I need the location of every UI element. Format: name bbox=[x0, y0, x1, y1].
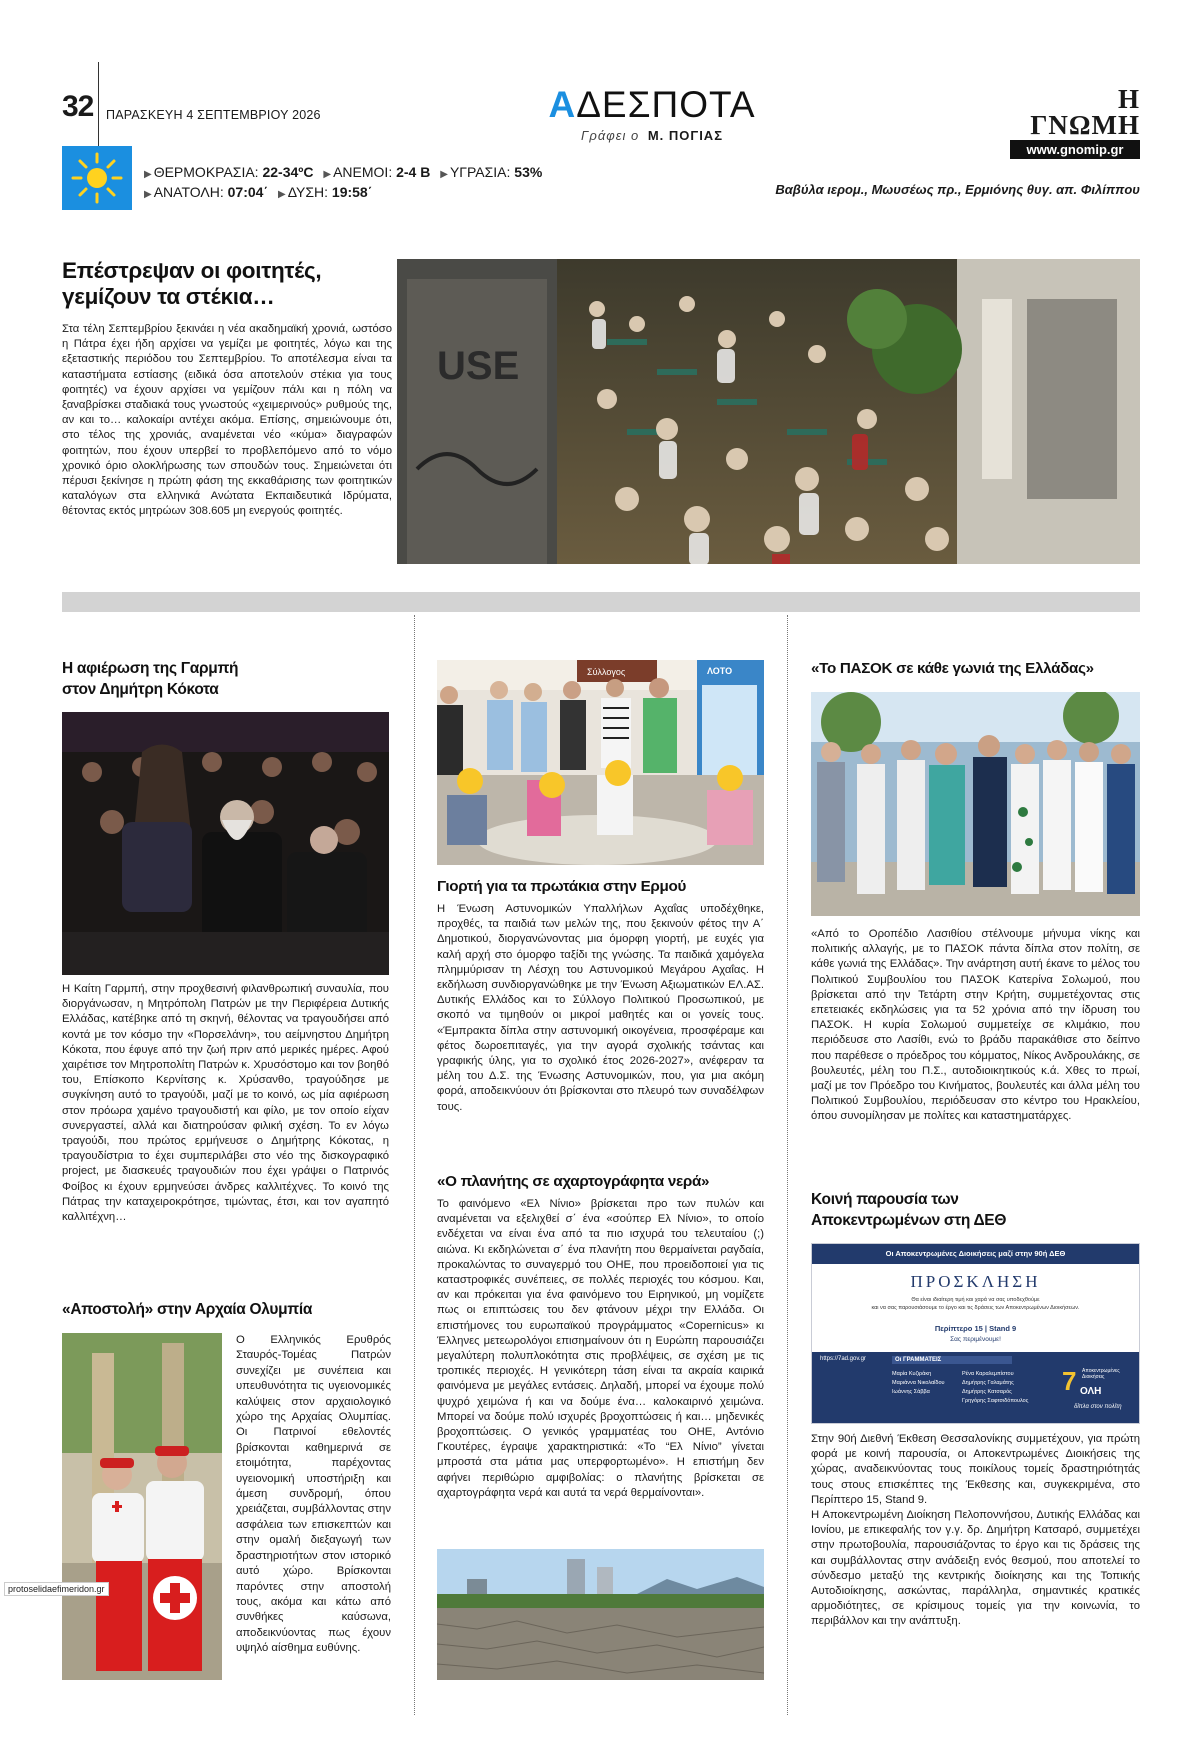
invite-sub1: Θα είναι ιδιαίτερη τιμή και χαρά να σας υποδεχθούμε bbox=[911, 1297, 1040, 1303]
pasok-body: «Από το Οροπέδιο Λασιθίου στέλνουμε μήνυμα νίκης και πολιτικής αλλαγής, με το ΠΑΣΟΚ πάντα δίπλα στον πολίτη, σε κάθε γωνιά της Ελλάδας». Την ανάρτηση αυτή έκανε το μέλος του Πολιτικού Συμβουλίου του ΠΑΣΟΚ Κατερίνα Σολωμού, που βρίσκεται από την Τετάρτη στην Κρήτη, συμμετέχοντας στις επετειακές εκδηλώσεις για τα 52 χρόνια από την ίδρυση του ΠΑΣΟΚ. Η κυρία Σολωμού συμμετείχε σε κλιμάκιο, που περιόδευσε στο Λασίθι, ενώ το βράδυ παρακάθισε στο δείπνο που παρέθεσε ο πρόεδρος του κόμματος, Νίκος Ανδρουλάκης, σε βουλευτές, μέλη του Π.Σ., αυτοδιοικητικούς κ.ά. Χθες το πρωί, μαζί με τον Πρόεδρο του Κινήματος, βουλευτές και άλλα μέλη του Πολιτικού Συμβουλίου, περιόδευσαν στο κέντρο του Ηρακλείου, όπου συνομίλησαν με πολίτες και καταστηματάρχες. bbox=[811, 928, 1140, 1123]
invite-names-list-a bbox=[892, 1370, 945, 1397]
byline-name: Μ. ΠΟΓΙΑΣ bbox=[647, 128, 723, 143]
invite-badge-text: Αποκεντρωμένες Διοικήσεις bbox=[1082, 1368, 1120, 1380]
deth-headline-line1: Κοινή παρουσία των bbox=[811, 1191, 959, 1208]
emoji-face-4-icon bbox=[717, 765, 743, 791]
column-separator-2 bbox=[787, 615, 788, 1715]
lead-headline-line2: γεμίζουν τα στέκια… bbox=[62, 284, 275, 309]
garbi-headline bbox=[62, 658, 402, 700]
sunrise-label: ΑΝΑΤΟΛΗ: bbox=[153, 184, 224, 200]
invite-secretary-name: Ιωάννης Σάββα bbox=[892, 1389, 930, 1395]
garbi-headline-line2: στον Δημήτρη Κόκοτα bbox=[62, 681, 219, 698]
emoji-face-2-icon bbox=[539, 772, 565, 798]
invite-top-bar: Οι Αποκεντρωμένες Διοικήσεις μαζί στην 90ή ΔΕΘ bbox=[812, 1244, 1139, 1264]
logo-url: www.gnomip.gr bbox=[1010, 140, 1140, 159]
sunset-value: 19:58΄ bbox=[331, 184, 373, 200]
emoji-face-1-icon bbox=[457, 768, 483, 794]
sunrise-value: 07:04΄ bbox=[227, 184, 269, 200]
byline-label: Γράφει ο bbox=[581, 128, 640, 143]
emoji-face-3-icon bbox=[605, 760, 631, 786]
invite-secretaries-label: Οι ΓΡΑΜΜΑΤΕΙΣ bbox=[892, 1356, 1012, 1364]
watermark: protoselidaefimeridon.gr bbox=[4, 1582, 109, 1596]
deth-headline-line2: Αποκεντρωμένων στη ΔΕΘ bbox=[811, 1212, 1007, 1229]
weather-bar bbox=[62, 146, 1140, 210]
sunset-label: ΔΥΣΗ: bbox=[287, 184, 329, 200]
invite-secretary-name: Μαρία Κυζιράκη bbox=[892, 1371, 932, 1377]
humidity-label: ΥΓΡΑΣΙΑ: bbox=[449, 164, 511, 180]
logo-text: Η ΓΝΩΜΗ bbox=[1030, 84, 1140, 140]
invite-secretary-name: Ρένα Καραλεμπίστου bbox=[962, 1371, 1014, 1377]
section-divider-band bbox=[62, 592, 1140, 612]
lead-body: Στα τέλη Σεπτεμβρίου ξεκινάει η νέα ακαδημαϊκή χρονιά, ωστόσο η Πάτρα έχει ήδη αρχίσει να γεμίζει με φοιτητές, λόγω και της εξεταστικής περιόδου του Σεπτεμβρίου. Το αποτέλεσμα είναι τα καταστήματα εστίασης (ειδικά όσα αποτελούν στέκια για τους φοιτητές) να έχουν αρχίσει να γεμίζουν πάλι και η πόλη να ξαναβρίσκει σταδιακά τους γνωστούς «χειμερινούς» ρυθμούς της, αν και το… καλοκαίρι αντέχει ακόμα. Επίσης, σημειώνουμε ότι, στο τέλος της χρονιάς, αναμένεται νέο «κύμα» διαγραφών φοιτητών, που έχουν υπερβεί το προβλεπόμενο από το νόμο χρονικό όριο ολοκλήρωσης των σπουδών τους. Σημειώνεται ότι πέρυσι ξεκίνησε η πρώτη φάση της εκκαθάρισης των φοιτητικών καταλόγων στα ελληνικά Ανώτατα Εκπαιδευτικά Ιδρύματα, θέτοντας εκτός μητρώων 308.605 μη ενεργούς φοιτητές. bbox=[62, 323, 392, 518]
planet-headline: «Ο πλανήτης σε αχαρτογράφητα νερά» bbox=[437, 1173, 710, 1190]
pasok-headline: «Το ΠΑΣΟΚ σε κάθε γωνιά της Ελλάδας» bbox=[811, 660, 1094, 677]
weather-row-2: ▶ ΑΝΑΤΟΛΗ: 07:04΄ ▶ ΔΥΣΗ: 19:58΄ bbox=[144, 184, 373, 200]
cafe-sign-2: ΛΟΤΟ bbox=[707, 666, 733, 676]
page-number: 32 bbox=[62, 90, 94, 123]
kids-celebration-body: Η Ένωση Αστυνομικών Υπαλλήλων Αχαΐας υποδέχθηκε, προχθές, τα παιδιά των μελών της, που ξεκινούν φέτος την Α΄ Δημοτικού, διοργανώνοντας μια όμορφη γιορτή, με ευχές για καλή αρχή στο όμορφο ταξίδι της γνώσης. Τα παιδικά χαμόγελα πλημμύρισαν τη Λέσχη του Αστυνομικού Μεγάρου Αχαΐας. Η εκδήλωση συνδιοργανώθηκε με την Ένωση Αξιωματικών ΕΛ.ΑΣ. Δυτικής Ελλάδος και το Σύλλογο Πολιτικού Προσωπικού, με σκοπό να τιμηθούν οι μικροί μαθητές και οι γονείς τους. «Έμπρακτα δίπλα στην αστυνομική οικογένεια, προσφέραμε και φέτος δωροεπιταγές, για την αγορά σχολικής τσάντας και γραφικής ύλης, για το σχολικό έτος 2026-2027», ανέφεραν τα μέλη του Δ.Σ. της Ένωσης Αστυνομικών, που, για μια ακόμη φορά, αποδεικνύουν ότι βρίσκονται στο πλευρό των συναδέλφων τους. bbox=[437, 903, 764, 1113]
lead-photo-students-cafe bbox=[397, 259, 1140, 564]
invite-olh: ΟΛΗ bbox=[1080, 1386, 1102, 1397]
section-title bbox=[502, 84, 802, 126]
invite-secretary-name: Δημήτρης Γαλαμάτης bbox=[962, 1380, 1014, 1386]
garbi-headline-line1: Η αφιέρωση της Γαρμπή bbox=[62, 660, 239, 677]
sun-icon bbox=[62, 146, 132, 210]
page-header bbox=[62, 84, 1140, 157]
garbi-body: Η Καίτη Γαρμπή, στην προχθεσινή φιλανθρωπική συναυλία, που διοργάνωσαν, η Μητρόπολη Πατρών με την Περιφέρεια Δυτικής Ελλάδας, κατέβηκε από τη σκηνή, θέλοντας να τραγουδήσει από κοντά με τον κόσμο την «Πορσελάνη», του αείμνηστου Δημήτρη Κόκοτα, που έφυγε από την ζωή πριν από μερικές ημέρες. Αφού χαιρέτισε τον Μητροπολίτη Πατρών κ. Χρυσόστομο και τον βοηθό του, Επίσκοπο Κερνίτσης κ. Χρύσανθο, τραγούδησε με συγκίνηση αυτό το τραγούδι, μαζί με το κοινό, ως μία αφιέρωση στον πρόωρα χαμένο τραγουδιστή και φίλο, με τον οποίο είχαν συνεργαστεί, αλλά και διατηρούσαν φιλική σχέση. Το εν λόγω τραγούδι, που πρώτος ερμήνευσε ο Δημήτρης Κόκοτας, η τραγουδίστρια το έχει συμπεριλάβει στο νέο της δισκογραφικό project, με διασκευές τραγουδιών που έχει γράψει ο Πατρινός Φοίβος κι έχουν ερμηνεύσει άνδρες καλλιτέχνες. Το κοινό της Πάτρας την καταχειροκρότησε, τιμώντας, έτσι, και τον αγαπητό καλλιτέχνη… bbox=[62, 983, 389, 1224]
invite-badge-number: 7 bbox=[1062, 1366, 1077, 1396]
olympia-headline: «Αποστολή» στην Αρχαία Ολυμπία bbox=[62, 1301, 313, 1318]
weather-row-1: ▶ ΘΕΡΜΟΚΡΑΣΙΑ: 22-34ºC ▶ ΑΝΕΜΟΙ: 2-4 Β ▶ ΥΓΡΑΣΙΑ: 53% bbox=[144, 164, 543, 180]
section-title-rest: ΔΕΣΠΟΤΑ bbox=[576, 84, 756, 125]
wind-value: 2-4 Β bbox=[396, 164, 431, 180]
invite-names-list-b bbox=[962, 1370, 1028, 1406]
garbi-concert-photo bbox=[62, 712, 389, 975]
pharmacies-on-duty: Βαβύλα ιερομ., Μωυσέως πρ., Ερμιόνης θυγ. απ. Φιλίππου bbox=[775, 182, 1140, 197]
column-separator-1 bbox=[414, 615, 415, 1715]
police-kids-celebration-photo bbox=[437, 660, 764, 865]
invite-title: ΠΡΟΣΚΛΗΣΗ bbox=[910, 1272, 1041, 1291]
section-title-initial: Α bbox=[548, 84, 577, 125]
cafe-sign-1: Σύλλογος bbox=[587, 667, 626, 677]
svg-text:USE: USE bbox=[437, 344, 520, 388]
invite-bottom-text: δίπλα στον πολίτη bbox=[1074, 1404, 1122, 1410]
pasok-group-photo bbox=[811, 692, 1140, 916]
humidity-value: 53% bbox=[514, 164, 543, 180]
red-cross-volunteers-photo bbox=[62, 1333, 222, 1680]
temp-value: 22-34ºC bbox=[262, 164, 314, 180]
invite-secretary-name: Μαριάννα Νικολαΐδου bbox=[892, 1380, 945, 1386]
wind-label: ΑΝΕΜΟΙ: bbox=[333, 164, 393, 180]
lead-headline bbox=[62, 258, 392, 310]
temp-label: ΘΕΡΜΟΚΡΑΣΙΑ: bbox=[153, 164, 259, 180]
invite-stand: Περίπτερο 15 | Stand 9 bbox=[934, 1324, 1017, 1333]
byline bbox=[502, 128, 802, 143]
deth-body: Στην 90ή Διεθνή Έκθεση Θεσσαλονίκης συμμετέχουν, για πρώτη φορά με κοινή παρουσία, οι Αποκεντρωμένες Διοικήσεις της χώρας, αναδεικνύοντας τους ποικίλους τομείς δραστηριότητάς τους στους επισκέπτες της Έκθεσης και, συγκεκριμένα, στο Περίπτερο 15, Stand 9. Η Αποκεντρωμένη Διοίκηση Πελοποννήσου, Δυτικής Ελλάδας και Ιονίου, με επικεφαλής τον γ.γ. δρ. Δημήτρη Κατσαρό, συμμετέχει στην πρωτοβουλία, παρουσιάζοντας το έργο και τις δράσεις της και συμβάλλοντας στην ανάδειξη ενός θεσμού, που αποτελεί το σύνδεσμο μεταξύ της κεντρικής διοίκησης και της Τοπικής Αυτοδιοίκησης, ασκώντας, παράλληλα, σημαντικές κρατικές αρμοδιότητες, σε κρίσιμους τομείς για την κοινωνία, το περιβάλλον και την ανάπτυξη. bbox=[811, 1433, 1140, 1628]
dateline: ΠΑΡΑΣΚΕΥΗ 4 ΣΕΠΤΕΜΒΡΙΟΥ 2026 bbox=[106, 108, 321, 122]
invite-sub2: και να σας παρουσιάσουμε το έργο και τις δράσεις των Αποκεντρωμένων Διοικήσεων. bbox=[871, 1305, 1080, 1311]
invite-web: https://7ad.gov.gr bbox=[820, 1356, 866, 1362]
invite-secretary-name: Δημήτρης Κατσαρός bbox=[962, 1389, 1012, 1395]
deth-headline bbox=[811, 1189, 1151, 1231]
kids-celebration-headline: Γιορτή για τα πρωτάκια στην Ερμού bbox=[437, 878, 687, 895]
invite-wait: Σας περιμένουμε! bbox=[950, 1336, 1001, 1343]
olympia-body: Ο Ελληνικός Ερυθρός Σταυρός-Τομέας Πατρών συνεχίζει με συνέπεια και υπευθυνότητα τις υγειονομικές καλύψεις στον αρχαιολογικό χώρο της Αρχαίας Ολυμπίας. Οι Πατρινοί εθελοντές βρίσκονται καθημερινά σε ετοιμότητα, παρέχοντας υγειονομική υποστήριξη και άμεση συνδρομή, όπου χρειάζεται, συμβάλλοντας στην ασφάλεια των επισκεπτών και στην ομαλή διεξαγωγή των δραστηριοτήτων στον ιστορικό αυτό χώρο. Βρίσκονται παρόντες στην αποστολή τους, ακόμα και κάτω από συνθήκες καύσωνα, αποδεικνύοντας πως έχουν υψηλό αίσθημα ευθύνης. bbox=[236, 1334, 391, 1655]
page-number-divider bbox=[98, 62, 99, 150]
deth-invitation-image bbox=[811, 1243, 1140, 1424]
invite-secretary-name: Γρηγόρης Σαφτσιδόπουλος bbox=[962, 1398, 1029, 1404]
dry-ground-city-photo bbox=[437, 1549, 764, 1680]
planet-body: Το φαινόμενο «Ελ Νίνιο» βρίσκεται προ των πυλών και αναμένεται να εξελιχθεί σ΄ ένα «σούπερ Ελ Νίνιο», το οποίο ενδέχεται να είναι ένα από τα πιο ισχυρά του τελευταίου (;) αιώνα. Κι εκδηλώνεται σ΄ ένα πλανήτη που θερμαίνεται ραγδαία, προκαλώντας το συναγερμό του ΟΗΕ, που προειδοποιεί για τις καταστροφικές συνέπειες, σε πολλές περιοχές του κόσμου. Και, αν και πρόκειται για ένα φαινόμενο του Ειρηνικού, μη νομίζετε πως οι επιπτώσεις του δεν φτάνουν μέχρι την Ελλάδα. Οι επιστήμονες του ευρωπαϊκού προγράμματος «Copernicus» κι Έλληνες μετεωρολόγοι επισημαίνουν ότι η Ευρώπη παρουσιάζει μεγαλύτερη πολυπλοκότητα στις προβλέψεις, σε σχέση με τις τροπικές περιοχές. Η γενικότερη τάση είναι τα ακραία καιρικά φαινόμενα με μεγάλες εντάσεις. Δηλαδή, μπορεί να έχουμε πολύ ψυχρό χειμώνα ή και να δούμε ένα… καλοκαιρινό χειμώνα. Μπορεί να δούμε πολύ ισχυρές βροχοπτώσεις ή και… μηδενικές βροχοπτώσεις. Ο γενικός γραμματέας του ΟΗΕ, Αντόνιο Γκουτέρες, έγραψε χαρακτηριστικά: «Το “Ελ Νίνιο” γίνεται μπροστά στα μάτια μας υπερφορτωμένο». Η επιστήμη δεν αφήνει περιθώριο αμφιβολίας: ο πλανήτης βρίσκεται σε αχαρτογράφητα νερά και αυτά τα νερά θερμαίνονται». bbox=[437, 1198, 764, 1499]
lead-headline-line1: Επέστρεψαν οι φοιτητές, bbox=[62, 258, 322, 283]
